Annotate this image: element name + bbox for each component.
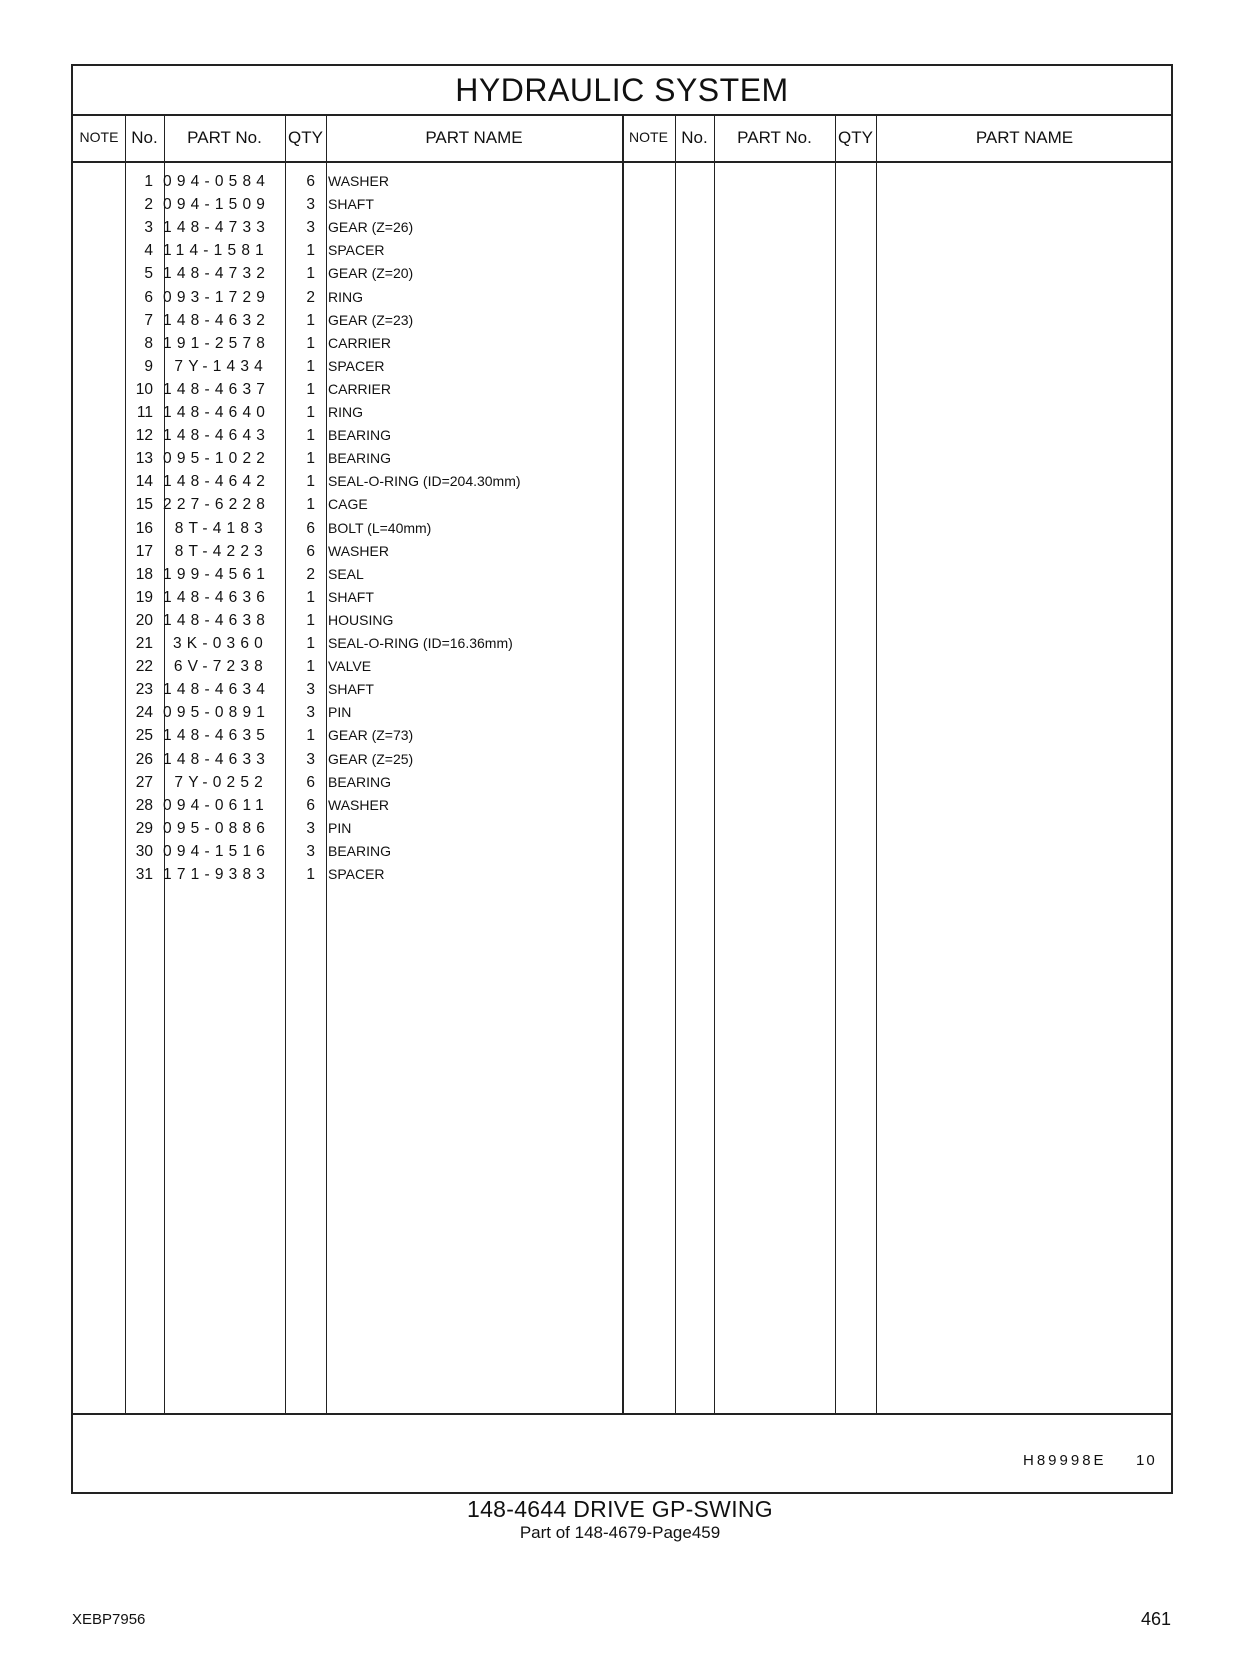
quantity: 3 [306, 842, 315, 860]
table-row [73, 378, 1171, 401]
part-number-index: 18 [135, 565, 153, 583]
part-number: 094-1516 [163, 842, 271, 860]
quantity: 1 [306, 242, 315, 260]
part-name: WASHER [328, 173, 389, 189]
header-part-name-left: PART NAME [425, 128, 523, 147]
part-number: 094-1509 [163, 196, 271, 214]
part-number: 148-4732 [163, 265, 271, 283]
part-number: 148-4634 [163, 681, 271, 699]
part-number: 7Y-0252 [174, 773, 268, 791]
table-row [73, 262, 1171, 285]
table-row [73, 586, 1171, 609]
table-row [73, 239, 1171, 262]
quantity: 1 [306, 265, 315, 283]
quantity: 1 [306, 727, 315, 745]
part-number: 148-4637 [163, 380, 271, 398]
part-name: BEARING [328, 842, 392, 859]
part-name: PIN [328, 704, 352, 721]
part-number: 8T-4223 [174, 542, 268, 560]
part-name: SPACER [328, 866, 385, 882]
part-number-index: 31 [135, 866, 153, 883]
quantity: 1 [306, 427, 315, 445]
part-number: 7Y-1434 [174, 357, 268, 375]
quantity: 1 [306, 357, 315, 375]
part-number-index: 15 [135, 496, 153, 514]
part-name: RING [328, 288, 363, 305]
part-number: 148-4638 [163, 611, 271, 629]
quantity: 1 [306, 311, 315, 329]
header-no-left: No. [131, 128, 158, 147]
header-part-no-right: PART No. [737, 128, 812, 147]
table-row [73, 632, 1171, 655]
part-number-index: 13 [135, 450, 153, 468]
part-name: SPACER [328, 357, 385, 374]
part-name: WASHER [328, 796, 389, 813]
part-number-index: 30 [135, 842, 153, 860]
quantity: 1 [306, 658, 315, 676]
table-row [73, 170, 1171, 193]
table-row [73, 470, 1171, 493]
quantity: 1 [306, 611, 315, 629]
quantity: 3 [306, 196, 315, 214]
part-number-index: 3 [144, 219, 153, 237]
part-number-index: 24 [135, 704, 153, 722]
table-row [73, 447, 1171, 470]
table-row [73, 563, 1171, 586]
quantity: 3 [306, 681, 315, 699]
part-number: 093-1729 [163, 288, 271, 306]
part-number: 8T-4183 [174, 519, 268, 537]
table-row [73, 701, 1171, 724]
quantity: 1 [306, 635, 315, 652]
part-number: 199-4561 [163, 565, 271, 583]
table-row [73, 609, 1171, 632]
part-name: GEAR (Z=25) [328, 750, 414, 767]
quantity: 1 [306, 404, 315, 421]
part-name: CARRIER [328, 380, 392, 397]
part-number-index: 10 [135, 380, 153, 398]
table-row [73, 517, 1171, 540]
part-number-index: 20 [135, 611, 153, 629]
table-row [73, 840, 1171, 863]
part-number: 191-2578 [163, 334, 271, 352]
table-row [73, 748, 1171, 771]
group-subcaption: Part of 148-4679-Page459 [519, 1523, 721, 1542]
header-qty-left: QTY [288, 128, 323, 147]
quantity: 6 [306, 173, 315, 190]
quantity: 3 [306, 219, 315, 237]
part-number-index: 2 [144, 196, 153, 214]
header-note-right: NOTE [629, 129, 668, 145]
table-row [73, 863, 1171, 886]
table-row [73, 355, 1171, 378]
part-number-index: 21 [135, 635, 153, 652]
part-name: VALVE [328, 658, 372, 675]
part-name: GEAR (Z=73) [328, 727, 414, 744]
header-note-left: NOTE [79, 129, 119, 145]
part-number: 148-4636 [163, 588, 271, 606]
reference-code: H89998E [1023, 1452, 1107, 1469]
part-number: 148-4632 [163, 311, 271, 329]
part-number-index: 8 [144, 334, 153, 352]
quantity: 3 [306, 704, 315, 722]
part-number: 095-1022 [163, 450, 271, 468]
part-name: SHAFT [328, 681, 374, 698]
part-name: BEARING [328, 773, 392, 790]
part-name: GEAR (Z=23) [328, 311, 414, 328]
part-number: 148-4640 [163, 404, 271, 421]
part-number-index: 29 [135, 819, 153, 837]
quantity: 2 [306, 565, 315, 583]
part-name: GEAR (Z=20) [328, 265, 414, 282]
table-row [73, 724, 1171, 747]
quantity: 1 [306, 496, 315, 514]
part-number-index: 7 [144, 311, 153, 329]
header-part-name-right: PART NAME [975, 128, 1074, 147]
part-number: 148-4633 [163, 750, 271, 768]
part-name: SHAFT [328, 196, 374, 213]
quantity: 2 [306, 288, 315, 306]
parts-table-frame [71, 64, 1173, 1494]
part-name: GEAR (Z=26) [328, 219, 414, 236]
part-number: 094-0584 [163, 173, 271, 190]
part-number: 095-0891 [163, 704, 271, 722]
table-row [73, 424, 1171, 447]
part-number-index: 27 [135, 773, 153, 791]
table-row [73, 332, 1171, 355]
part-number-index: 9 [144, 357, 153, 375]
part-number: 148-4642 [163, 473, 271, 491]
part-number-index: 19 [135, 588, 153, 606]
table-row [73, 193, 1171, 216]
part-name: BOLT (L=40mm) [328, 519, 432, 536]
table-row [73, 309, 1171, 332]
quantity: 6 [306, 796, 315, 814]
part-number-index: 14 [135, 473, 153, 491]
quantity: 1 [306, 473, 315, 491]
quantity: 3 [306, 750, 315, 768]
table-row [73, 771, 1171, 794]
quantity: 6 [306, 542, 315, 560]
page-number: 461 [1140, 1609, 1171, 1629]
part-name: SEAL-O-RING (ID=204.30mm) [328, 473, 521, 490]
part-number: 095-0886 [163, 819, 271, 837]
part-number-index: 12 [135, 427, 153, 445]
part-number-index: 22 [135, 658, 153, 676]
table-row [73, 286, 1171, 309]
part-name: HOUSING [328, 611, 394, 628]
table-row [73, 540, 1171, 563]
part-number-index: 5 [144, 265, 153, 283]
quantity: 1 [306, 380, 315, 398]
part-number-index: 11 [136, 404, 153, 421]
part-name: CARRIER [328, 334, 392, 351]
part-number-index: 4 [144, 242, 153, 260]
part-name: BEARING [328, 450, 392, 467]
part-number-index: 25 [135, 727, 153, 745]
part-number-index: 16 [135, 519, 153, 537]
table-row [73, 655, 1171, 678]
part-name: BEARING [328, 427, 392, 444]
part-number: 148-4733 [163, 219, 271, 237]
part-name: RING [328, 404, 363, 420]
part-number: 171-9383 [163, 866, 271, 883]
page-title: HYDRAULIC SYSTEM [455, 72, 789, 108]
part-name: SPACER [328, 242, 385, 259]
part-number-index: 1 [144, 173, 153, 190]
part-number-index: 23 [135, 681, 153, 699]
part-number-index: 6 [144, 288, 153, 306]
header-part-no-left: PART No. [187, 128, 262, 147]
part-number: 148-4643 [163, 427, 271, 445]
document-id: XEBP7956 [72, 1611, 146, 1628]
table-row [73, 216, 1171, 239]
header-no-right: No. [681, 128, 708, 147]
part-number-index: 28 [135, 796, 153, 814]
part-name: CAGE [328, 496, 368, 513]
part-name: WASHER [328, 542, 389, 559]
part-name: SHAFT [328, 588, 374, 605]
quantity: 1 [306, 334, 315, 352]
header-qty-right: QTY [838, 128, 873, 147]
part-number-index: 26 [135, 750, 153, 768]
part-number: 114-1581 [163, 242, 269, 260]
group-caption: 148-4644 DRIVE GP-SWING [466, 1496, 773, 1522]
table-row [73, 678, 1171, 701]
table-row [73, 794, 1171, 817]
table-row [73, 817, 1171, 840]
quantity: 1 [306, 450, 315, 468]
part-number: 3K-0360 [172, 635, 268, 652]
quantity: 1 [306, 866, 315, 883]
table-row [73, 493, 1171, 516]
quantity: 6 [306, 773, 315, 791]
part-name: SEAL [328, 565, 364, 582]
part-number-index: 17 [135, 542, 153, 560]
part-name: PIN [328, 819, 352, 836]
part-number: 148-4635 [163, 727, 271, 745]
part-number: 227-6228 [163, 496, 271, 514]
quantity: 6 [306, 519, 315, 537]
reference-number: 10 [1136, 1452, 1157, 1469]
table-row [73, 401, 1171, 424]
part-number: 094-0611 [163, 796, 269, 814]
quantity: 1 [306, 588, 315, 606]
quantity: 3 [306, 819, 315, 837]
part-name: SEAL-O-RING (ID=16.36mm) [328, 635, 513, 651]
footer-divider [73, 1413, 1171, 1415]
part-number: 6V-7238 [173, 658, 268, 676]
